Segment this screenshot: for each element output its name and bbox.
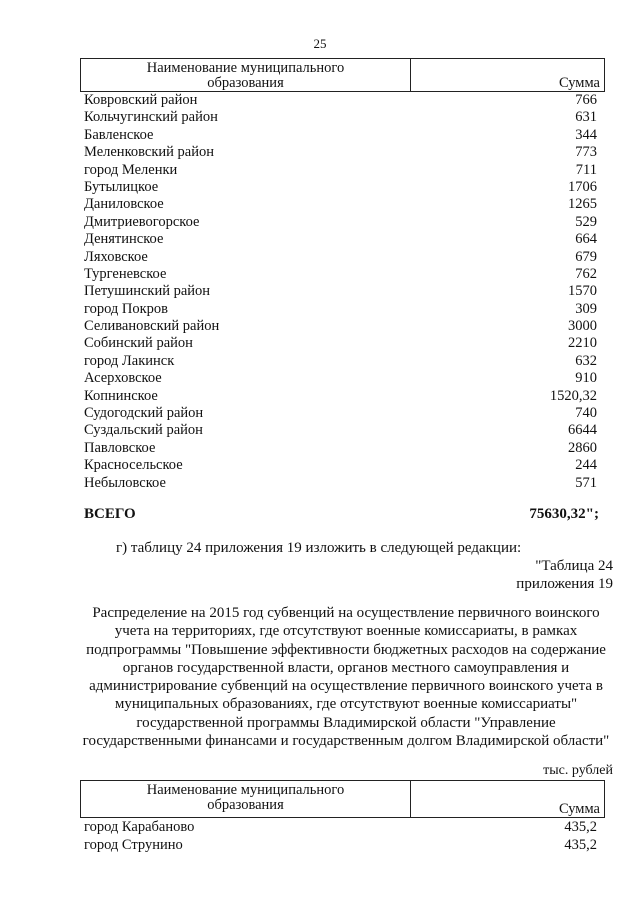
table-row <box>80 214 605 231</box>
sum-value: 529 <box>575 213 597 230</box>
sum-value: 435,2 <box>564 819 597 835</box>
heading-line: государственными финансами и государственным долгом Владимирской области" <box>82 733 610 750</box>
table-row <box>80 92 605 109</box>
municipality-name: город Лакинск <box>84 352 175 369</box>
sum-value: 571 <box>575 474 597 491</box>
municipality-name: Денятинское <box>84 231 164 248</box>
sum-value: 435,2 <box>564 837 597 853</box>
municipality-name: Селивановский район <box>84 318 220 335</box>
sum-value: 762 <box>575 265 597 282</box>
sum-value: 740 <box>575 405 597 422</box>
sum-value: 244 <box>575 457 597 474</box>
municipality-name: Ляховское <box>84 248 148 265</box>
table-header <box>80 780 605 818</box>
sum-value: 2860 <box>568 439 597 456</box>
sum-value: 766 <box>575 92 597 108</box>
sum-value: 679 <box>575 248 597 265</box>
table-row <box>80 422 605 439</box>
amendment-instruction: г) таблицу 24 приложения 19 изложить в следующей редакции: <box>116 540 522 556</box>
municipality-name: город Карабаново <box>84 819 195 835</box>
table-row <box>80 818 605 836</box>
sum-value: 1706 <box>568 178 597 195</box>
table-body <box>80 92 605 492</box>
municipality-name: город Меленки <box>84 161 178 178</box>
sum-value: 1570 <box>568 283 597 300</box>
heading-line: муниципальных образованиях, где отсутствуют военные комиссариаты" <box>114 696 578 713</box>
municipality-name: Асерховское <box>84 370 162 387</box>
page-number: 25 <box>313 36 327 51</box>
municipality-name: Меленковский район <box>84 144 214 161</box>
municipality-name: Суздальский район <box>84 422 203 439</box>
municipality-name: Ковровский район <box>84 92 198 108</box>
municipality-name: Даниловское <box>84 196 164 213</box>
table-body <box>80 818 605 854</box>
municipality-name: Собинский район <box>84 335 193 352</box>
table-row <box>80 109 605 126</box>
sum-value: 632 <box>575 352 597 369</box>
table-row <box>80 388 605 405</box>
municipality-name: Бутылицкое <box>84 178 159 195</box>
municipal-table-2 <box>80 780 605 854</box>
table-row <box>80 144 605 161</box>
heading-line: Распределение на 2015 год субвенций на осуществление первичного воинского <box>92 605 600 621</box>
municipality-name: Бавленское <box>84 126 154 143</box>
table-row <box>80 318 605 335</box>
sum-value: 6644 <box>568 422 597 439</box>
heading-line: администрирование субвенций на осуществление первичного воинского учета в <box>89 678 603 695</box>
distribution-heading <box>66 604 626 750</box>
sum-value: 344 <box>575 126 597 143</box>
municipality-name: Красносельское <box>84 457 183 474</box>
total-row <box>84 506 599 524</box>
municipality-name: Судогодский район <box>84 405 204 422</box>
sum-value: 309 <box>575 300 597 317</box>
sum-value: 1265 <box>568 196 597 213</box>
total-label: ВСЕГО <box>84 506 136 522</box>
table-header <box>80 58 605 92</box>
municipality-name: Павловское <box>84 439 156 456</box>
table-row <box>80 283 605 300</box>
sum-value: 773 <box>575 144 597 161</box>
column-header-name-line1: Наименование муниципального <box>146 60 345 76</box>
column-header-name-line1: Наименование муниципального <box>146 782 345 798</box>
municipality-name: Копнинское <box>84 387 158 404</box>
municipality-name: город Покров <box>84 300 169 317</box>
sum-value: 910 <box>575 370 597 387</box>
heading-line: органов государственной власти, органов местного самоуправления и <box>122 659 570 676</box>
column-header-sum: Сумма <box>558 75 600 91</box>
table-row <box>80 353 605 370</box>
table-row <box>80 196 605 213</box>
table-row <box>80 370 605 387</box>
sum-value: 1520,32 <box>549 387 597 404</box>
table-row <box>80 266 605 283</box>
sum-value: 711 <box>575 161 597 178</box>
table-row <box>80 457 605 474</box>
column-header-name-line2: образования <box>207 75 284 91</box>
table-row <box>80 231 605 248</box>
table-reference-line2: приложения 19 <box>516 576 613 592</box>
units-label: тыс. рублей <box>543 763 613 778</box>
municipality-name: город Струнино <box>84 837 183 853</box>
table-row <box>80 127 605 144</box>
sum-value: 664 <box>575 231 597 248</box>
table-row <box>80 836 605 854</box>
sum-value: 3000 <box>568 318 597 335</box>
sum-value: 2210 <box>568 335 597 352</box>
municipality-name: Небыловское <box>84 474 166 491</box>
table-row <box>80 405 605 422</box>
table-row <box>80 440 605 457</box>
sum-value: 631 <box>575 109 597 126</box>
table-row <box>80 249 605 266</box>
total-value: 75630,32"; <box>529 506 599 522</box>
municipality-name: Тургеневское <box>84 265 167 282</box>
column-header-name-line2: образования <box>207 797 284 813</box>
column-header-name <box>81 59 411 91</box>
municipality-name: Кольчугинский район <box>84 109 218 126</box>
municipal-table-1 <box>80 58 605 492</box>
municipality-name: Дмитриевогорское <box>84 213 200 230</box>
municipality-name: Петушинский район <box>84 283 211 300</box>
table-row <box>80 475 605 492</box>
table-row <box>80 162 605 179</box>
table-row <box>80 179 605 196</box>
heading-line: учета на территориях, где отсутствуют военные комиссариаты, в рамках <box>114 623 578 640</box>
heading-line: подпрограммы "Повышение эффективности бюджетных расходов на содержание <box>86 641 606 658</box>
table-row <box>80 335 605 352</box>
column-header-sum: Сумма <box>558 801 600 817</box>
table-row <box>80 301 605 318</box>
table-reference-line1: "Таблица 24 <box>535 558 613 574</box>
heading-line: государственной программы Владимирской области "Управление <box>136 714 556 731</box>
column-header-name <box>81 781 411 817</box>
